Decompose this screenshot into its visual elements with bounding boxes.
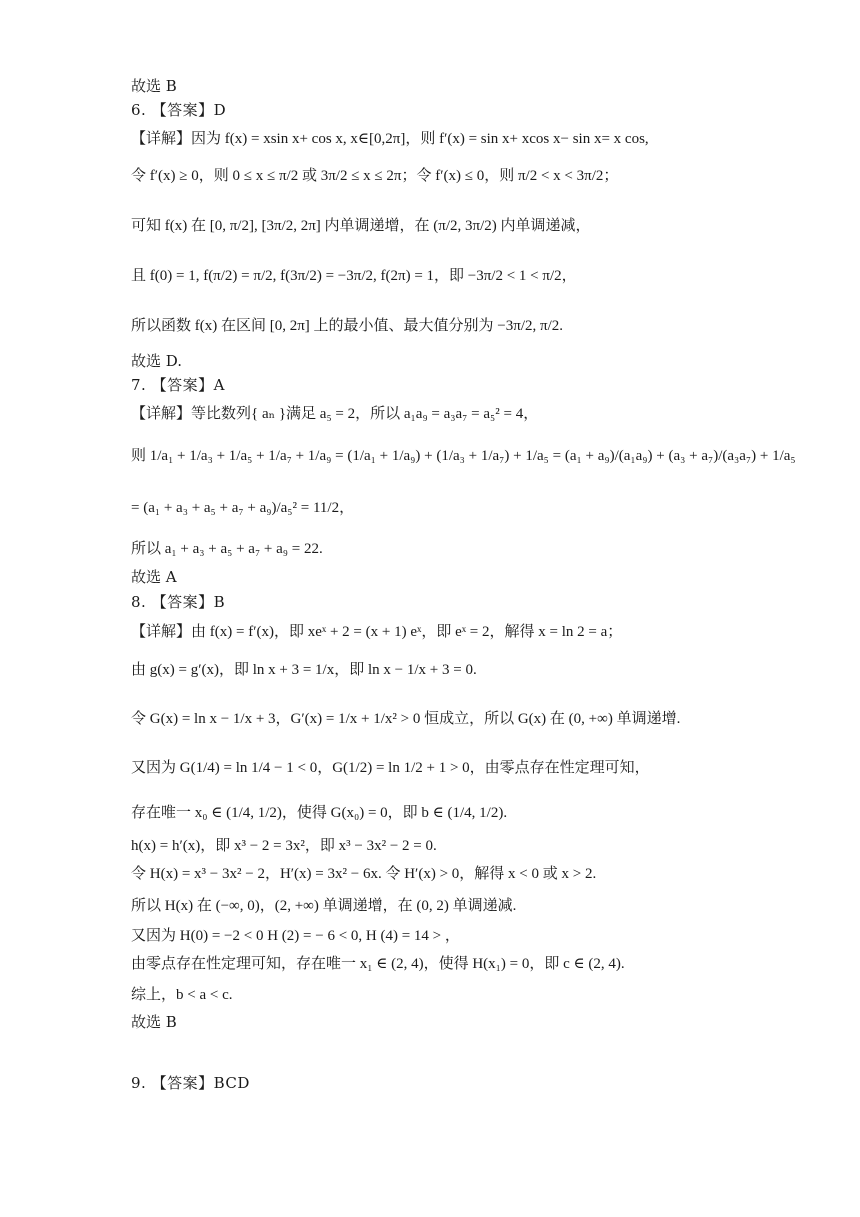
explanation-q8-line8: 所以 H(x) 在 (−∞, 0)，(2, +∞) 单调递增，在 (0, 2) 单调递减. — [131, 898, 517, 914]
answer-q7: 7. 【答案】A — [131, 376, 225, 394]
explanation-q7-line2: 则 1/a₁ + 1/a₃ + 1/a₅ + 1/a₇ + 1/a₉ = (1/a₁ + 1/a₉) + (1/a₃ + 1/a₇) + 1/a₅ = (a₁ + a₉)/(a₁a₉) + (a₃ + a₇)/(a₃a₇) + 1/a₅ — [131, 448, 796, 464]
conclusion-q6: 故选 D. — [131, 352, 183, 370]
explanation-q8-line5: 存在唯一 x₀ ∈ (1/4, 1/2)，使得 G(x₀) = 0，即 b ∈ (1/4, 1/2). — [131, 805, 508, 821]
explanation-q8-line9: 又因为 H(0) = −2 < 0 H (2) = − 6 < 0, H (4) = 14 > ， — [131, 928, 460, 944]
explanation-q8-line7: 令 H(x) = x³ − 3x² − 2，H′(x) = 3x² − 6x. 令 H′(x) > 0，解得 x < 0 或 x > 2. — [131, 866, 597, 882]
explanation-q7-line1: 【详解】等比数列{ aₙ }满足 a₅ = 2，所以 a₁a₉ = a₃a₇ = a₅² = 4， — [131, 406, 539, 422]
answer-q9: 9. 【答案】BCD — [131, 1074, 250, 1092]
answer-q8: 8. 【答案】B — [131, 593, 226, 611]
explanation-q8-line4: 又因为 G(1/4) = ln 1/4 − 1 < 0，G(1/2) = ln 1/2 + 1 > 0，由零点存在性定理可知， — [131, 760, 650, 776]
explanation-q8-line11: 综上，b < a < c. — [131, 987, 233, 1003]
conclusion-q5: 故选 B — [131, 77, 177, 95]
explanation-q6-line5: 所以函数 f(x) 在区间 [0, 2π] 上的最小值、最大值分别为 −3π/2, π/2. — [131, 318, 563, 334]
explanation-q8-line3: 令 G(x) = ln x − 1/x + 3，G′(x) = 1/x + 1/x² > 0 恒成立，所以 G(x) 在 (0, +∞) 单调递增. — [131, 711, 681, 727]
explanation-q6-line3: 可知 f(x) 在 [0, π/2], [3π/2, 2π] 内单调递增，在 (π/2, 3π/2) 内单调递减， — [131, 218, 591, 234]
explanation-q6-line2: 令 f′(x) ≥ 0，则 0 ≤ x ≤ π/2 或 3π/2 ≤ x ≤ 2π；令 f′(x) ≤ 0，则 π/2 < x < 3π/2； — [131, 168, 619, 184]
explanation-q7-line4: 所以 a₁ + a₃ + a₅ + a₇ + a₉ = 22. — [131, 541, 323, 557]
answer-q6: 6. 【答案】D — [131, 101, 227, 119]
explanation-q8-line1: 【详解】由 f(x) = f′(x)，即 xeˣ + 2 = (x + 1) eˣ，即 eˣ = 2，解得 x = ln 2 = a； — [131, 624, 623, 640]
explanation-q6-line4: 且 f(0) = 1, f(π/2) = π/2, f(3π/2) = −3π/2, f(2π) = 1，即 −3π/2 < 1 < π/2， — [131, 268, 577, 284]
explanation-q7-line3: = (a₁ + a₃ + a₅ + a₇ + a₉)/a₅² = 11/2， — [131, 500, 355, 516]
conclusion-q7: 故选 A — [131, 568, 177, 586]
explanation-q8-line10: 由零点存在性定理可知，存在唯一 x₁ ∈ (2, 4)，使得 H(x₁) = 0，即 c ∈ (2, 4). — [131, 956, 625, 972]
conclusion-q8: 故选 B — [131, 1013, 177, 1031]
explanation-q6-line1: 【详解】因为 f(x) = xsin x+ cos x, x∈[0,2π]，则 f′(x) = sin x+ xcos x− sin x= x cos, — [131, 131, 649, 147]
explanation-q8-line2: 由 g(x) = g′(x)，即 ln x + 3 = 1/x，即 ln x − 1/x + 3 = 0. — [131, 662, 477, 678]
explanation-q8-line6: h(x) = h′(x)，即 x³ − 2 = 3x²，即 x³ − 3x² − 2 = 0. — [131, 838, 437, 854]
